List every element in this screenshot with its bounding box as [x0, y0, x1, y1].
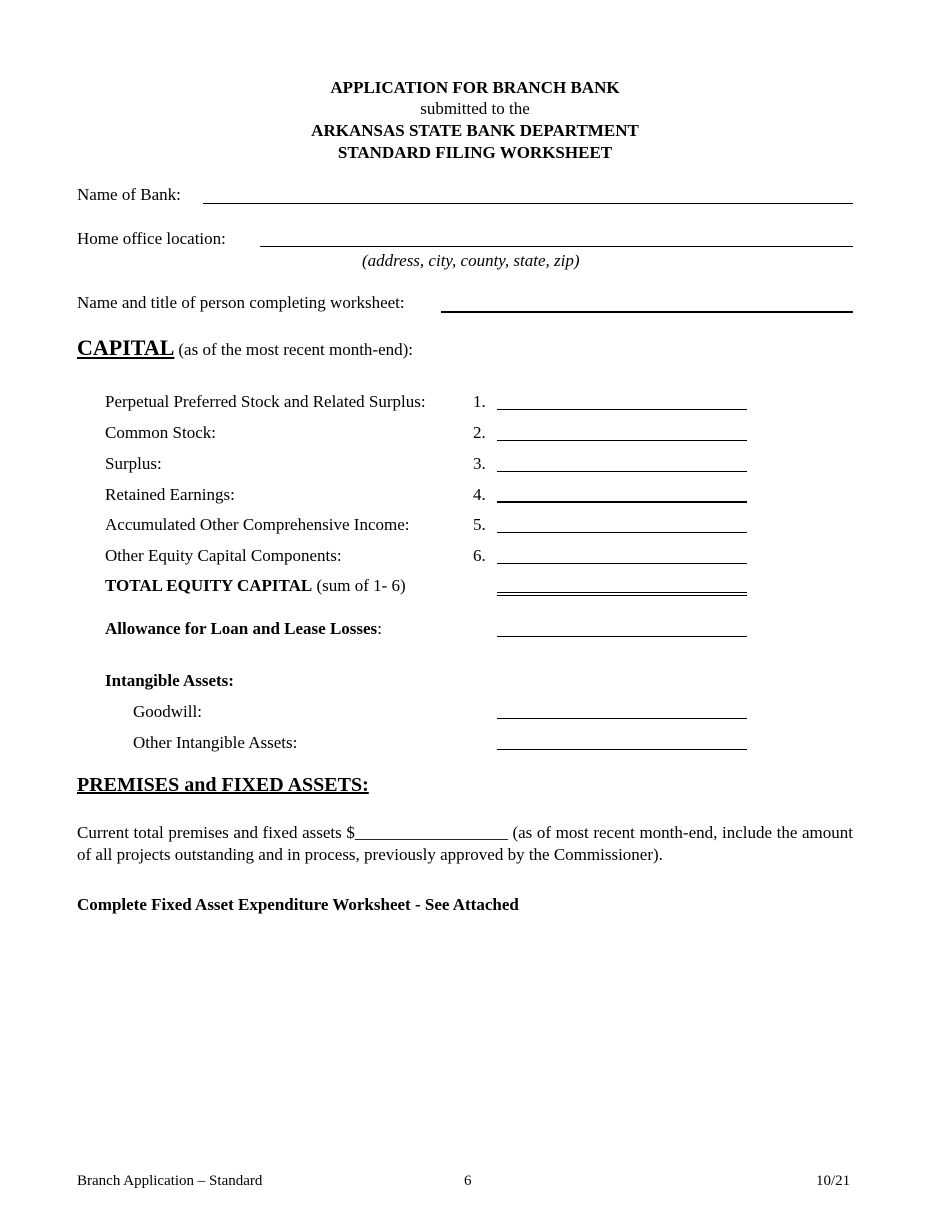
total-equity-label	[105, 576, 406, 596]
capital-item-field[interactable]	[497, 440, 747, 441]
premises-amount-field[interactable]: __________________	[354, 823, 508, 842]
capital-item-number: 1.	[473, 392, 486, 411]
footer-date: 10/21	[816, 1173, 851, 1189]
capital-item-label: Perpetual Preferred Stock and Related Surplus:	[105, 392, 426, 411]
title-line-2: submitted to the	[420, 99, 530, 118]
capital-item-number: 5.	[473, 515, 486, 534]
allowance-label-bold: Allowance for Loan and Lease Losses	[105, 619, 378, 638]
capital-item-number: 6.	[473, 546, 486, 565]
total-equity-field-lower	[497, 595, 747, 596]
allowance-label	[105, 619, 382, 639]
person-label: Name and title of person completing worksheet:	[77, 293, 405, 312]
footer-left: Branch Application – Standard	[77, 1173, 263, 1189]
capital-item-label: Common Stock:	[105, 423, 216, 442]
total-equity-label-bold: TOTAL EQUITY CAPITAL	[105, 576, 313, 595]
bank-name-label: Name of Bank:	[77, 185, 181, 204]
other-intangible-field[interactable]	[497, 749, 747, 750]
goodwill-label: Goodwill:	[133, 702, 202, 721]
capital-heading: CAPITAL	[77, 335, 175, 360]
title-line-1: APPLICATION FOR BRANCH BANK	[330, 78, 620, 97]
capital-item-field[interactable]	[497, 563, 747, 564]
home-office-label: Home office location:	[77, 229, 226, 248]
bank-name-field[interactable]	[203, 203, 853, 204]
allowance-field[interactable]	[497, 636, 747, 637]
capital-item-label: Other Equity Capital Components:	[105, 546, 342, 565]
home-office-field[interactable]	[260, 246, 853, 247]
capital-item-field[interactable]	[497, 471, 747, 472]
capital-item-number: 2.	[473, 423, 486, 442]
capital-item-field[interactable]	[497, 409, 747, 410]
intangible-heading: Intangible Assets:	[105, 671, 234, 690]
total-equity-label-note: (sum of 1- 6)	[316, 576, 406, 595]
capital-item-number: 4.	[473, 485, 486, 504]
total-equity-field-upper[interactable]	[497, 592, 747, 593]
other-intangible-label: Other Intangible Assets:	[133, 733, 298, 752]
home-office-hint: (address, city, county, state, zip)	[362, 251, 580, 270]
capital-item-label: Accumulated Other Comprehensive Income:	[105, 515, 410, 534]
page-number: 6	[464, 1173, 472, 1189]
person-field[interactable]	[441, 311, 853, 313]
premises-text-end: (as of most recent month-end, include the amount of all projects outstanding and in process, previously approved by the Commissioner).	[77, 823, 853, 864]
capital-item-number: 3.	[473, 454, 486, 473]
capital-item-field[interactable]	[497, 501, 747, 503]
capital-heading-row	[77, 335, 413, 361]
capital-item-field[interactable]	[497, 532, 747, 533]
goodwill-field[interactable]	[497, 718, 747, 719]
premises-heading: PREMISES and FIXED ASSETS:	[77, 774, 369, 796]
capital-item-label: Retained Earnings:	[105, 485, 235, 504]
premises-text-start: Current total premises and fixed assets $	[77, 823, 355, 842]
worksheet-note: Complete Fixed Asset Expenditure Worksheet - See Attached	[77, 895, 519, 914]
premises-paragraph	[77, 822, 853, 866]
capital-heading-note: (as of the most recent month-end):	[178, 340, 414, 359]
allowance-colon: :	[377, 619, 382, 638]
capital-item-label: Surplus:	[105, 454, 162, 473]
title-line-3: ARKANSAS STATE BANK DEPARTMENT	[311, 121, 639, 140]
title-line-4: STANDARD FILING WORKSHEET	[337, 143, 613, 162]
